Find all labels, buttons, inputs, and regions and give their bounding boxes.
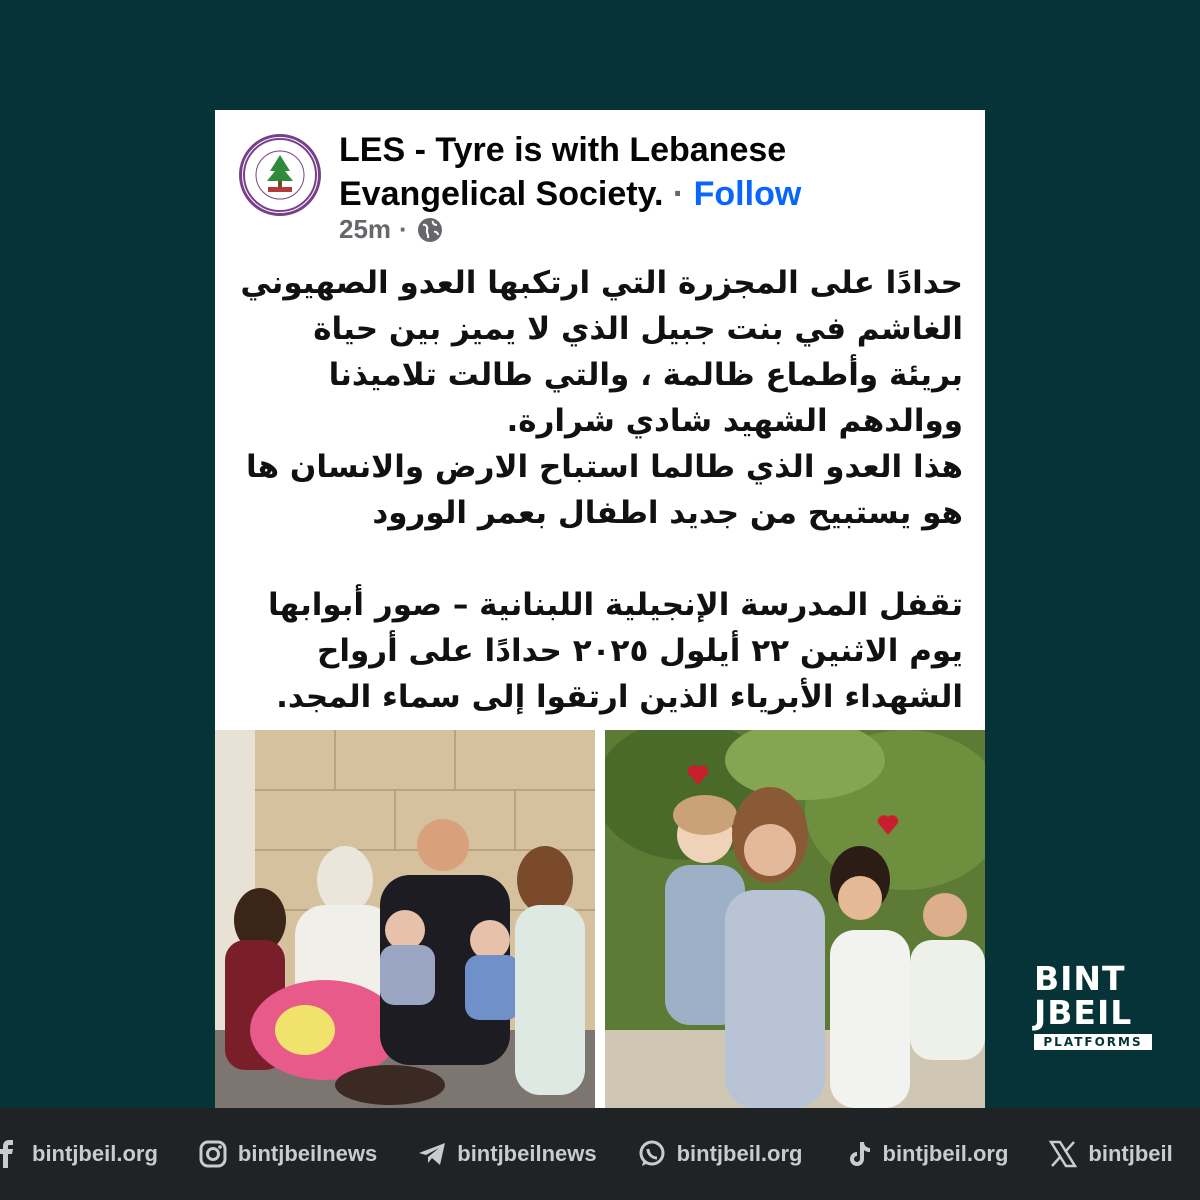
social-facebook[interactable] — [0, 1139, 158, 1169]
instagram-icon — [198, 1139, 228, 1169]
x-icon — [1048, 1139, 1078, 1169]
post-title — [339, 128, 959, 216]
with-text: is with — [504, 131, 630, 169]
social-tiktok[interactable] — [843, 1139, 1009, 1169]
brand-line-3: PLATFORMS — [1034, 1034, 1152, 1050]
social-x[interactable] — [1048, 1139, 1172, 1169]
family-photo-image — [215, 730, 595, 1108]
follow-button[interactable]: Follow — [693, 175, 802, 213]
social-label: bintjbeil.org — [676, 1141, 803, 1166]
page-avatar[interactable] — [239, 134, 321, 216]
children-photo-image — [605, 730, 985, 1108]
whatsapp-icon — [637, 1139, 667, 1169]
brand-line-2: JBEIL — [1034, 993, 1133, 1032]
social-footer — [0, 1108, 1200, 1200]
partner-link[interactable]: Lebanese Evangelical Society. — [339, 131, 787, 213]
post-time[interactable]: 25m — [339, 214, 392, 244]
school-logo-icon — [242, 137, 318, 213]
separator: · — [663, 175, 694, 213]
tiktok-icon — [843, 1139, 873, 1169]
telegram-icon — [417, 1139, 447, 1169]
facebook-icon — [0, 1139, 22, 1169]
post-body: حدادًا على المجزرة التي ارتكبها العدو الصهيوني الغاشم في بنت جبيل الذي لا يميز بين حياة بريئة وأطماع ظالمة ، والتي طالت تلاميذنا ووالدهم الشهيد شادي شرارة. هذا العدو الذي طالما استباح الارض والانسان ها هو يستبيح من جديد اطفال بعمر الورود تقفل المدرسة الإنجيلية اللبنانية – صور أبوابها يوم الاثنين ٢٢ أيلول ٢٠٢٥ حدادًا على أرواح الشهداء الأبرياء الذين ارتقوا إلى سماء المجد. — [240, 265, 963, 715]
social-label: bintjbeilnews — [457, 1141, 597, 1166]
globe-icon — [416, 216, 444, 244]
children-photo[interactable] — [605, 730, 985, 1108]
post-meta — [339, 214, 444, 245]
social-label: bintjbeil.org — [882, 1141, 1009, 1166]
social-whatsapp[interactable] — [637, 1139, 803, 1169]
post-header — [215, 110, 985, 250]
brand-line-1: BINT — [1034, 959, 1126, 998]
meta-dot: · — [399, 214, 408, 244]
social-label: bintjbeil.org — [32, 1141, 158, 1166]
social-instagram[interactable] — [198, 1139, 377, 1169]
social-label: bintjbeil — [1088, 1141, 1173, 1166]
social-telegram[interactable] — [417, 1139, 596, 1169]
post-card — [215, 110, 985, 1108]
family-photo[interactable] — [215, 730, 595, 1108]
author-link[interactable]: LES - Tyre — [339, 131, 505, 169]
social-label: bintjbeilnews — [237, 1141, 378, 1166]
photo-grid — [215, 730, 985, 1108]
brand-watermark — [1034, 959, 1154, 1050]
